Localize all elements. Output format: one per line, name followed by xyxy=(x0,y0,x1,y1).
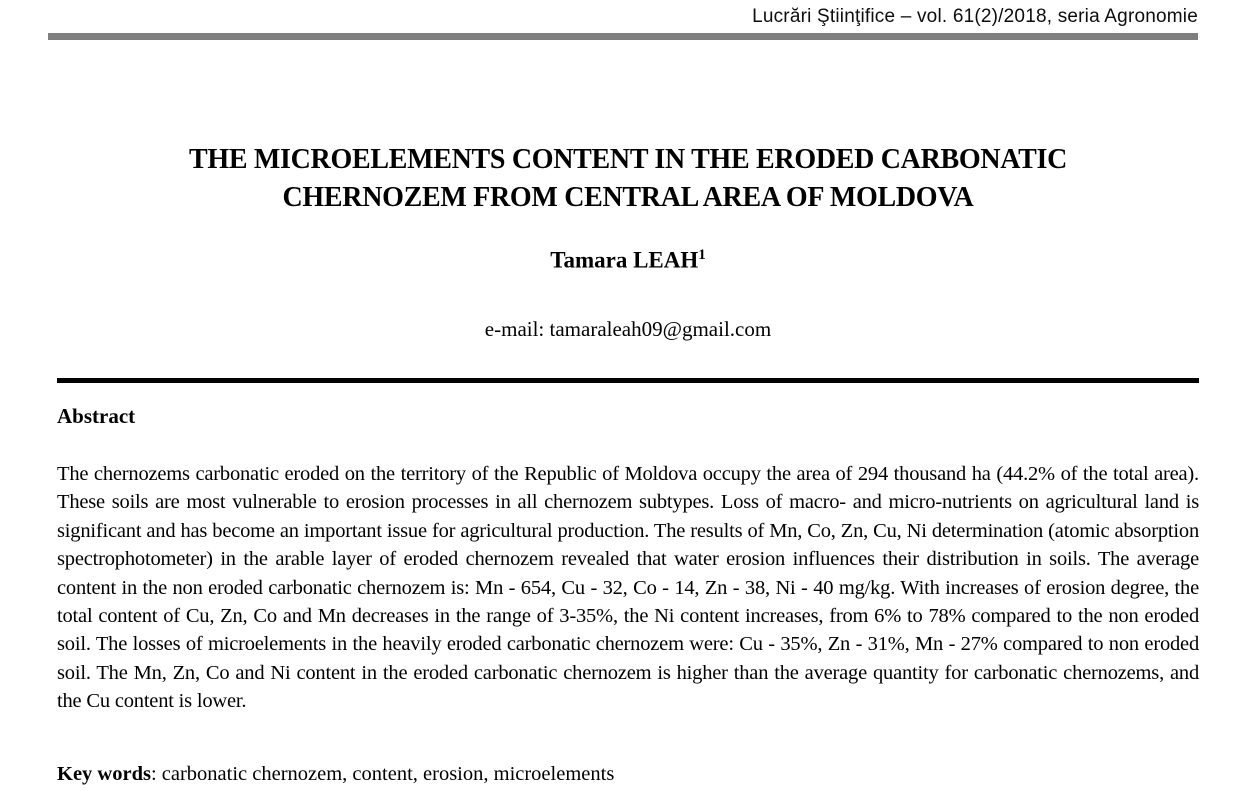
author-affiliation-mark: 1 xyxy=(698,247,706,263)
author-name: Tamara LEAH xyxy=(550,247,699,273)
abstract-divider-rule xyxy=(57,378,1199,383)
author-line xyxy=(57,247,1199,274)
keywords-label: Key words xyxy=(57,763,151,785)
author-email: e-mail: tamaraleah09@gmail.com xyxy=(484,317,772,341)
abstract-text: The chernozems carbonatic eroded on the territory of the Republic of Moldova occupy the area of 294 thousand ha (44.2% of the total area). These soils are most vulnerable to erosion processes in all chernozem subtypes. Loss of macro- and micro-nutrients on agricultural land is significant and has become an important issue for agricultural production. The results of Mn, Co, Zn, Cu, Ni determination (atomic absorption spectrophotometer) in the arable layer of eroded chernozem revealed that water erosion influences their distribution in soils. The average content in the non eroded carbonatic chernozem is: Mn - 654, Cu - 32, Co - 14, Zn - 38, Ni - 40 mg/kg. With increases of erosion degree, the total content of Cu, Zn, Co and Mn decreases in the range of 3-35%, the Ni content increases, from 6% to 78% compared to the non eroded soil. The losses of microelements in the heavily eroded carbonatic chernozem were: Cu - 35%, Zn - 31%, Mn - 27% compared to non eroded soil. The Mn, Zn, Co and Ni content in the eroded carbonatic chernozem is higher than the average quantity for carbonatic chernozems, and the Cu content is lower. xyxy=(57,463,1199,713)
header-divider-bar xyxy=(48,33,1198,40)
article-title-line-1: THE MICROELEMENTS CONTENT IN THE ERODED CARBONATIC xyxy=(188,144,1068,175)
article-title xyxy=(57,141,1199,217)
keywords-line xyxy=(57,763,1199,786)
article-title-line-2: CHERNOZEM FROM CENTRAL AREA OF MOLDOVA xyxy=(282,182,974,213)
journal-header: Lucrări Ştiinţifice – vol. 61(2)/2018, seria Agronomie xyxy=(752,6,1198,27)
abstract-heading: Abstract xyxy=(57,404,136,428)
keywords-text: : carbonatic chernozem, content, erosion, microelements xyxy=(150,763,615,785)
